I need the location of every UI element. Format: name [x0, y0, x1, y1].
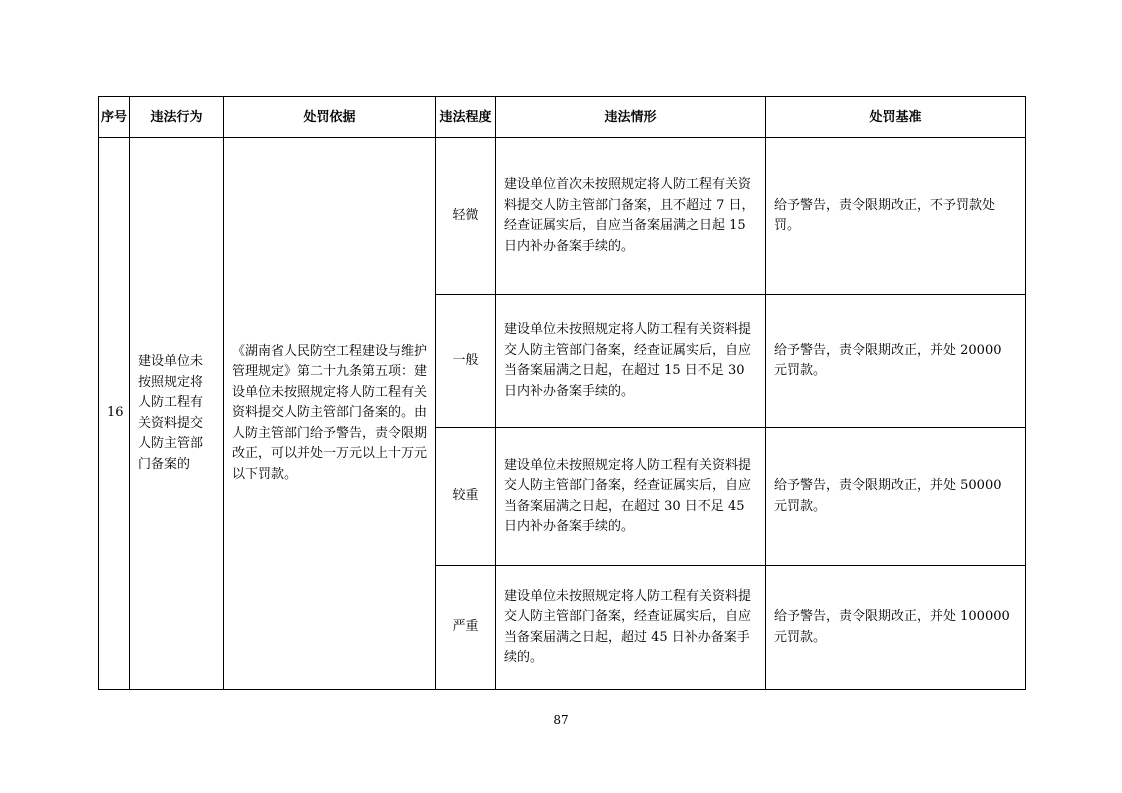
circumstance-general: 建设单位未按照规定将人防工程有关资料提交人防主管部门备案，经查证属实后，自应当备案届满之日起，在超过 15 日不足 30 日内补办备案手续的。 — [496, 295, 766, 428]
header-seq: 序号 — [99, 97, 130, 138]
penalty-basis: 《湖南省人民防空工程建设与维护管理规定》第二十九条第五项：建设单位未按照规定将人防工程有关资料提交人防主管部门备案的。由人防主管部门给予警告，责令限期改正，可以并处一万元以上十万元以下罚款。 — [224, 138, 436, 690]
standard-serious: 给予警告，责令限期改正，并处 50000 元罚款。 — [766, 428, 1026, 566]
degree-general: 一般 — [436, 295, 496, 428]
header-violation-circumstance: 违法情形 — [496, 97, 766, 138]
standard-severe: 给予警告，责令限期改正，并处 100000 元罚款。 — [766, 566, 1026, 690]
circumstance-serious: 建设单位未按照规定将人防工程有关资料提交人防主管部门备案，经查证属实后，自应当备案届满之日起，在超过 30 日不足 45 日内补办备案手续的。 — [496, 428, 766, 566]
header-violation-act: 违法行为 — [130, 97, 224, 138]
penalty-standards-table — [98, 96, 1026, 690]
violation-act: 建设单位未按照规定将人防工程有关资料提交人防主管部门备案的 — [130, 138, 224, 690]
header-violation-degree: 违法程度 — [436, 97, 496, 138]
circumstance-minor: 建设单位首次未按照规定将人防工程有关资料提交人防主管部门备案，且不超过 7 日，经查证属实后，自应当备案届满之日起 15 日内补办备案手续的。 — [496, 138, 766, 295]
degree-minor: 轻微 — [436, 138, 496, 295]
degree-serious: 较重 — [436, 428, 496, 566]
page-number: 87 — [553, 713, 569, 727]
circumstance-severe: 建设单位未按照规定将人防工程有关资料提交人防主管部门备案，经查证属实后，自应当备案届满之日起，超过 45 日补办备案手续的。 — [496, 566, 766, 690]
standard-general: 给予警告，责令限期改正，并处 20000 元罚款。 — [766, 295, 1026, 428]
row-seq-number: 16 — [99, 138, 130, 690]
standard-minor: 给予警告，责令限期改正，不予罚款处罚。 — [766, 138, 1026, 295]
table-header-row — [99, 97, 1026, 138]
header-penalty-basis: 处罚依据 — [224, 97, 436, 138]
header-penalty-standard: 处罚基准 — [766, 97, 1026, 138]
degree-severe: 严重 — [436, 566, 496, 690]
table-row — [99, 138, 1026, 295]
